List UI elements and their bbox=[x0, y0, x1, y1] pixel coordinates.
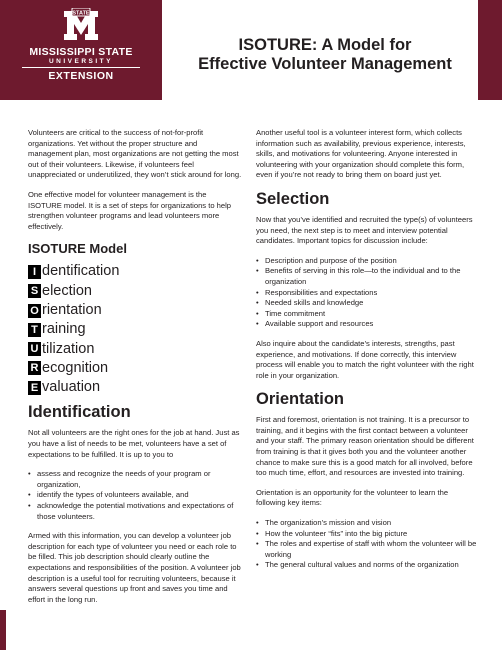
document-title-line2: Effective Volunteer Management bbox=[198, 55, 452, 73]
acronym-letter: O bbox=[28, 304, 41, 318]
acronym-word: raining bbox=[42, 321, 86, 338]
intro-paragraph-2: One effective model for volunteer management is the ISOTURE model. It is a set of steps for organizations to help strengthen volunteer programs and lead volunteers more effectively. bbox=[28, 189, 232, 231]
acronym-row bbox=[28, 378, 242, 397]
isoture-acronym-list bbox=[28, 262, 242, 397]
acronym-letter: E bbox=[28, 381, 41, 395]
footer-accent-bar bbox=[0, 610, 6, 650]
msu-m-logo-icon bbox=[63, 8, 99, 42]
identification-heading: Identification bbox=[28, 403, 131, 422]
selection-paragraph-1: Now that you’ve identified and recruited the type(s) of volunteers you need, the next step is to meet and interview potential candidates. Important topics for discussion include: bbox=[256, 214, 473, 246]
orientation-bullet-list bbox=[256, 518, 478, 571]
list-item: • identify the types of volunteers available, and bbox=[28, 490, 242, 501]
list-item: • Available support and resources bbox=[256, 319, 478, 330]
selection-paragraph-2: Also inquire about the candidate’s interests, strengths, past experience, and motivations. If done correctly, this interview process will enable you to match the right volunteer with the right role in your organization. bbox=[256, 338, 474, 380]
acronym-letter: R bbox=[28, 361, 41, 375]
list-item: • Benefits of serving in this role—to the individual and to the organization bbox=[256, 266, 478, 287]
logo-block bbox=[0, 0, 162, 100]
list-item: • Responsibilities and expectations bbox=[256, 288, 478, 299]
list-item: • How the volunteer “fits” into the big picture bbox=[256, 529, 478, 540]
list-item: • assess and recognize the needs of your program or organization, bbox=[28, 469, 242, 490]
list-item: • Time commitment bbox=[256, 309, 478, 320]
identification-paragraph-1: Not all volunteers are the right ones for the job at hand. Just as you have a list of needs to be met, volunteers have a set of expectations to be fulfilled. It is up to you to bbox=[28, 428, 240, 459]
orientation-heading: Orientation bbox=[256, 390, 345, 409]
acronym-word: ecognition bbox=[42, 359, 109, 376]
acronym-letter: T bbox=[28, 323, 41, 337]
acronym-row bbox=[28, 262, 242, 281]
document-title bbox=[170, 36, 480, 74]
right-column bbox=[256, 128, 478, 580]
acronym-row bbox=[28, 320, 242, 339]
acronym-row bbox=[28, 282, 242, 301]
acronym-letter: U bbox=[28, 342, 41, 356]
list-item: • The roles and expertise of staff with whom the volunteer will be working bbox=[256, 539, 478, 560]
document-title-line1: ISOTURE: A Model for bbox=[238, 36, 412, 54]
interest-form-paragraph: Another useful tool is a volunteer interest form, which collects information such as availability, previous experience, interests, skills, and motivations for volunteering. Anyone interested in volunteering with your organization should complete this form, even if you’re not ready to bring them on board just yet. bbox=[256, 128, 466, 180]
acronym-row bbox=[28, 301, 242, 320]
logo-extension-label: EXTENSION bbox=[48, 70, 114, 82]
acronym-row bbox=[28, 359, 242, 378]
left-column bbox=[28, 128, 242, 614]
list-item: • acknowledge the potential motivations and expectations of those volunteers. bbox=[28, 501, 242, 522]
acronym-word: tilization bbox=[42, 340, 95, 357]
intro-paragraph-1: Volunteers are critical to the success of not-for-profit organizations. Yet without the proper structure and management plan, most organizations are not getting the most out of their volunteers. Likewise, if volunteers feel unappreciated or underutilized, they won’t stick around for long. bbox=[28, 128, 242, 180]
list-item: • Description and purpose of the position bbox=[256, 256, 478, 267]
isoture-model-heading: ISOTURE Model bbox=[28, 241, 127, 257]
orientation-paragraph-1: First and foremost, orientation is not training. It is a precursor to training, and it begins with the first contact between a volunteer and your staff. The primary reason orientation should be different from training is that it gives both you and the volunteer another chance to make sure this is a good match for all involved, before too much time, effort, and resources are invested into training. bbox=[256, 415, 474, 478]
selection-bullet-list bbox=[256, 256, 478, 330]
list-item: • The general cultural values and norms of the organization bbox=[256, 560, 478, 571]
list-item: • The organization’s mission and vision bbox=[256, 518, 478, 529]
acronym-row bbox=[28, 340, 242, 359]
logo-emblem-text: STATE bbox=[72, 10, 90, 17]
acronym-letter: I bbox=[28, 265, 41, 279]
acronym-word: dentification bbox=[42, 263, 120, 280]
identification-bullet-list bbox=[28, 469, 242, 522]
logo-university-name: MISSISSIPPI STATE bbox=[29, 46, 133, 58]
identification-paragraph-2: Armed with this information, you can develop a volunteer job description for each type of volunteer you need or each role to be filled. This job description should clearly outline the expectations and responsibilities of the position. A volunteer job description is a useful tool for recruiting volunteers, because it answers several questions up front and saves you time and effort in the long run. bbox=[28, 531, 241, 604]
list-item: • Needed skills and knowledge bbox=[256, 298, 478, 309]
header-accent-bar bbox=[478, 0, 502, 100]
acronym-word: election bbox=[42, 282, 92, 299]
acronym-word: valuation bbox=[42, 379, 101, 396]
acronym-letter: S bbox=[28, 284, 41, 298]
orientation-paragraph-2: Orientation is an opportunity for the volunteer to learn the following key items: bbox=[256, 487, 449, 508]
logo-university-label: UNIVERSITY bbox=[48, 58, 113, 65]
logo-divider bbox=[22, 67, 140, 68]
selection-heading: Selection bbox=[256, 189, 330, 208]
acronym-word: rientation bbox=[42, 302, 102, 319]
